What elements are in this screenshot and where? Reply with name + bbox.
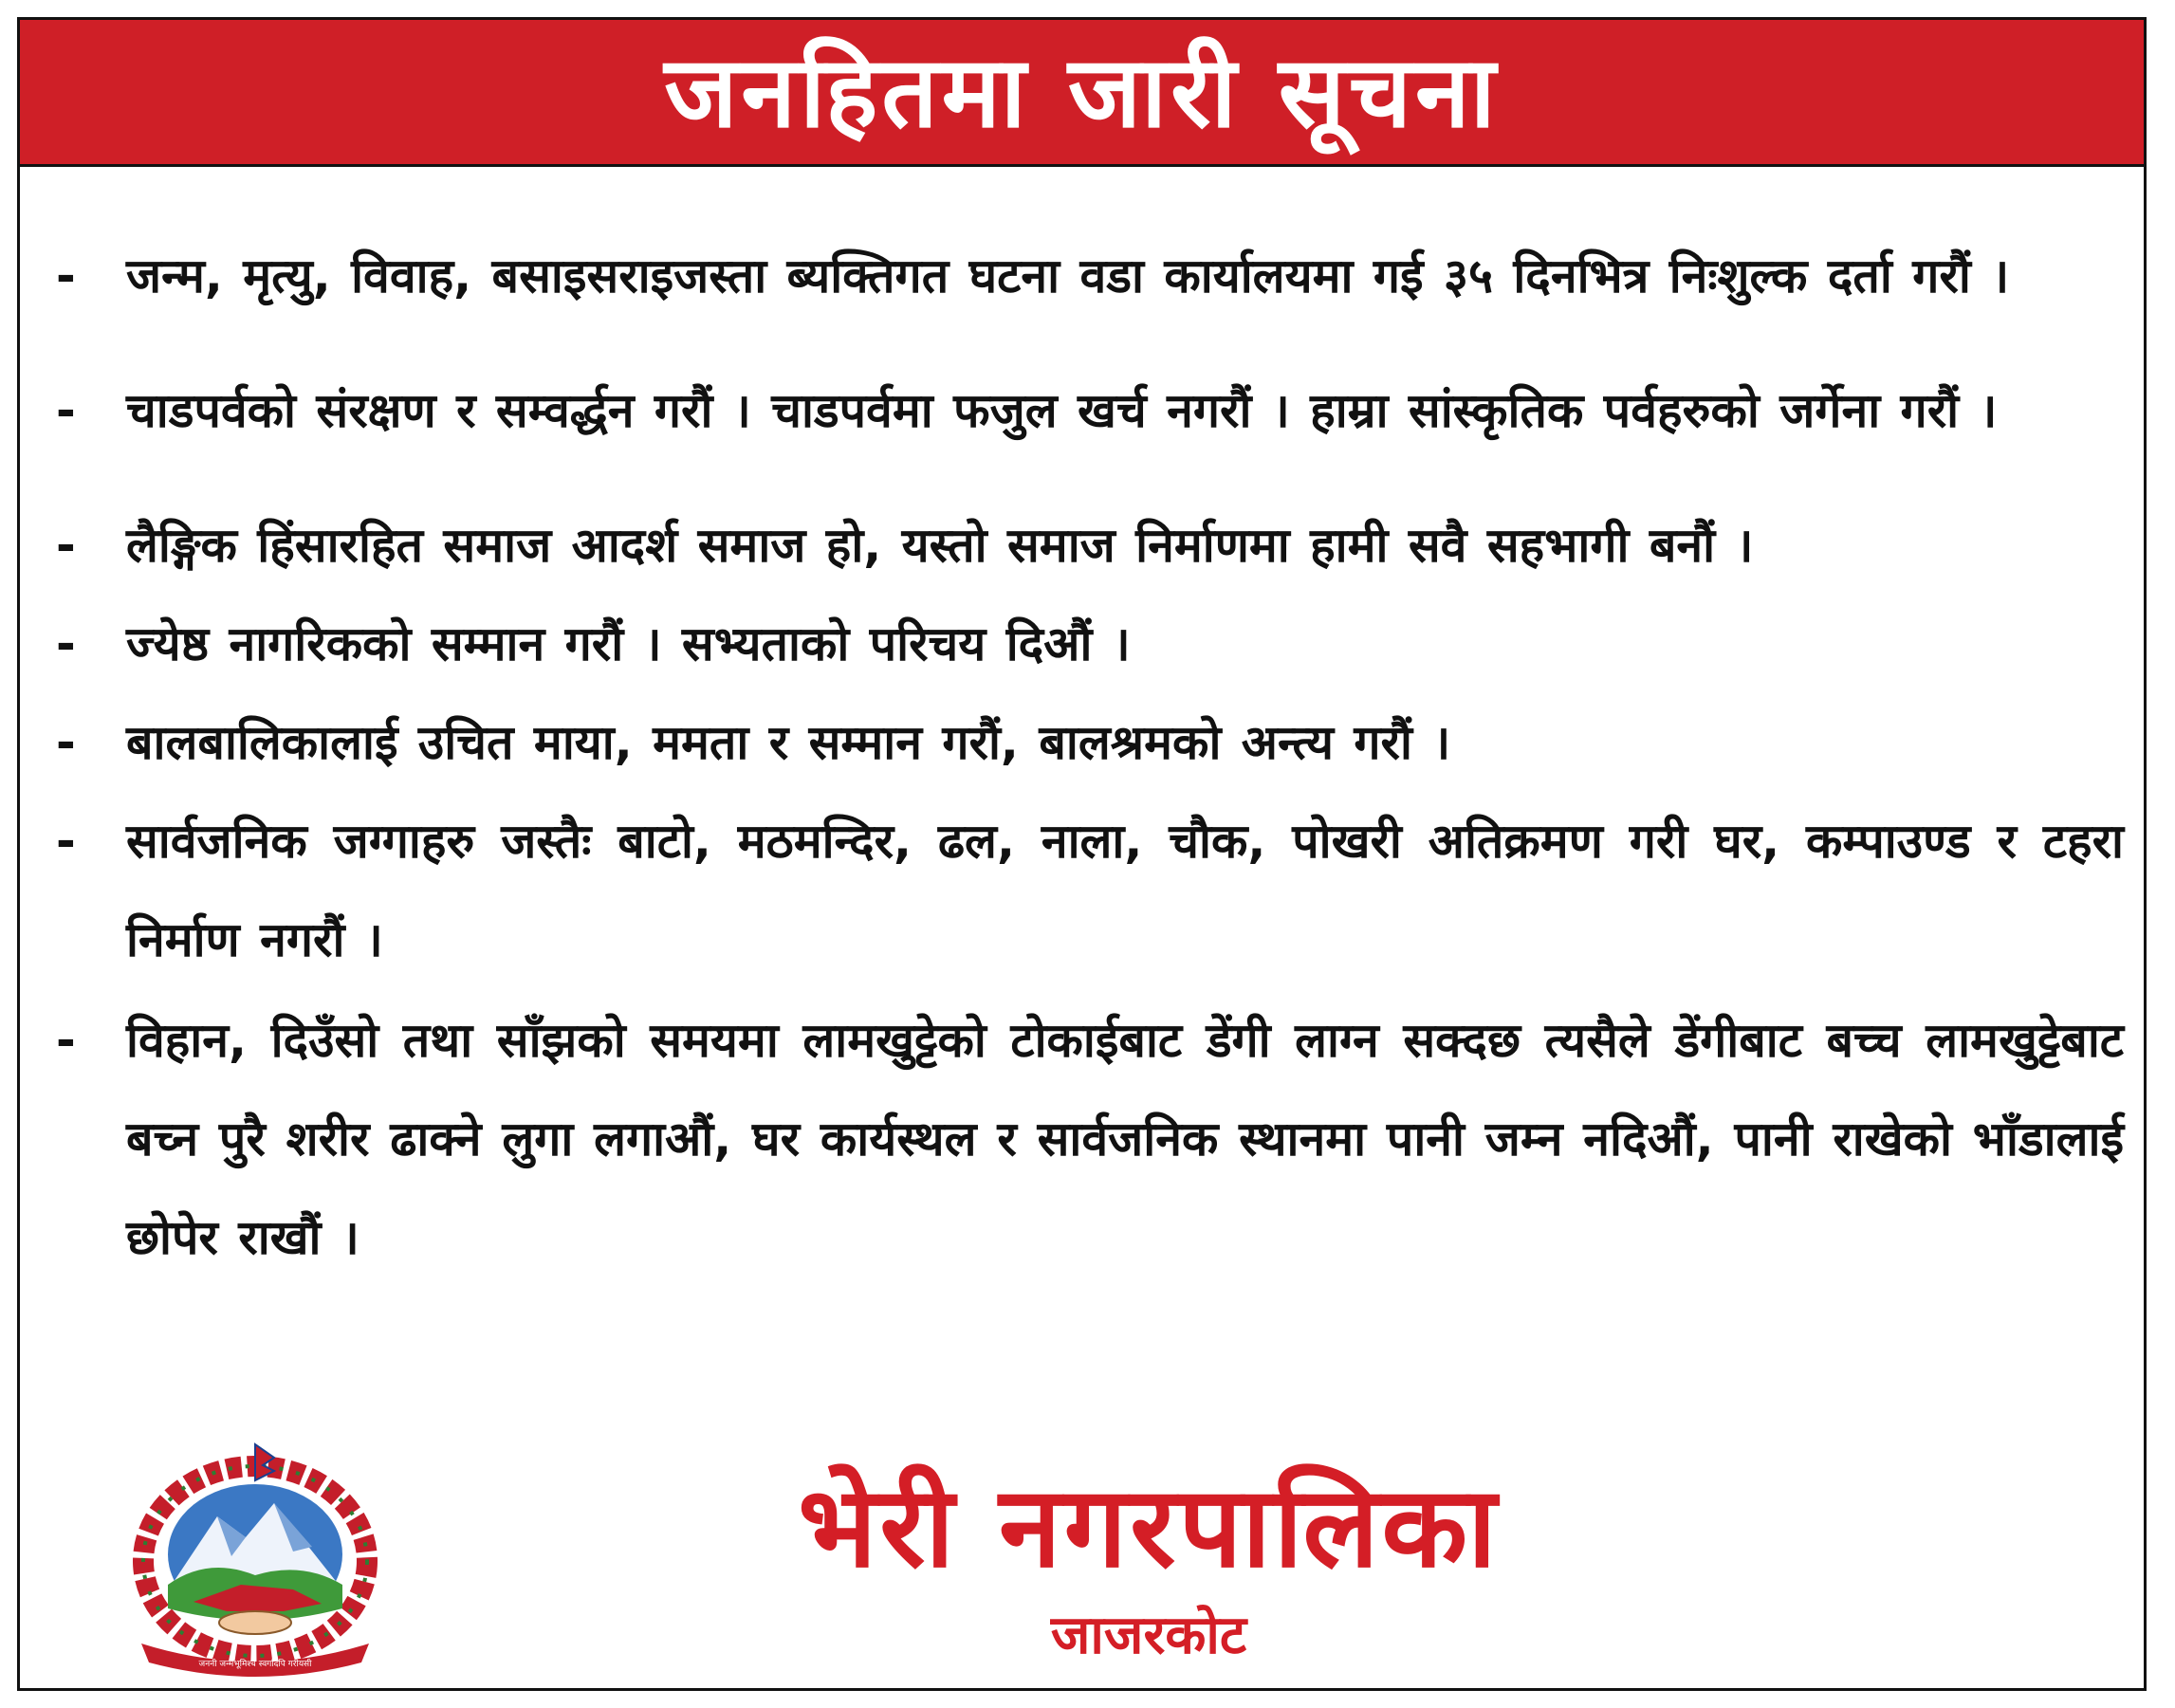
notice-text: ज्येष्ठ नागरिकको सम्मान गरौं । सभ्यताको परिचय दिऔं ।: [126, 616, 1131, 671]
notice-text: लैङ्गिक हिंसारहित समाज आदर्श समाज हो, यस्तो समाज निर्माणमा हामी सवै सहभागी बनौं ।: [126, 518, 1754, 573]
notice-frame: [17, 17, 2147, 1691]
notice-marker: -: [56, 616, 76, 671]
notice-item-6: [46, 792, 2124, 989]
title-banner: [20, 20, 2144, 167]
notice-item-3: [46, 496, 2124, 595]
notice-item-2: [46, 361, 2124, 460]
nepal-emblem-icon: [113, 1442, 397, 1680]
notice-marker: -: [56, 814, 76, 869]
notice-item-1: [46, 227, 2124, 325]
notice-marker: -: [56, 383, 76, 438]
notice-marker: -: [56, 1013, 76, 1068]
notice-item-7: [46, 991, 2124, 1287]
notice-text: बालबालिकालाई उचित माया, ममता र सम्मान गरौं, बालश्रमको अन्त्य गरौं ।: [126, 715, 1451, 770]
notice-marker: -: [56, 248, 76, 303]
notice-text: जन्म, मृत्यु, विवाह, बसाइसराइजस्ता ब्यक्तिगत घटना वडा कार्यालयमा गई ३५ दिनभित्र निःशुल्क दर्ता गरौं ।: [126, 248, 2010, 303]
notice-text: सार्वजनिक जग्गाहरु जस्तैः बाटो, मठमन्दिर, ढल, नाला, चौक, पोखरी अतिक्रमण गरी घर, कम्पाउण्ड र टहरा निर्माण नगरौं ।: [126, 814, 2124, 967]
notice-list: [46, 227, 2124, 1287]
notice-item-4: [46, 595, 2124, 693]
notice-text: विहान, दिउँसो तथा साँझको समयमा लामखुट्टेको टोकाईबाट डेंगी लाग्न सक्दछ त्यसैले डेंगीबाट बच्च लामखुट्टेबाट बच्न पुरै शरीर ढाक्ने लुगा लगाऔं, घर कार्यस्थल र सार्वजनिक स्थानमा पानी जम्न नदिऔं, पानी राखेको भाँडालाई छोपेर राखौं ।: [126, 1013, 2124, 1265]
notice-marker: -: [56, 518, 76, 573]
notice-text: चाडपर्वको संरक्षण र सम्वर्द्धन गरौं । चाडपर्वमा फजुल खर्च नगरौं । हाम्रा सांस्कृतिक पर्वहरुको जर्गेना गरौं ।: [126, 383, 1998, 438]
emblem-motto: जननी जन्मभूमिश्च स्वर्गादपि गरीयसी: [198, 1660, 312, 1669]
notice-title: जनहितमा जारी सूचना: [664, 34, 1500, 150]
municipality-location: जाजरकोट: [1050, 1605, 1247, 1666]
municipality-name: भेरी नगरपालिका: [798, 1461, 1500, 1592]
notice-item-5: [46, 693, 2124, 792]
notice-marker: -: [56, 715, 76, 770]
